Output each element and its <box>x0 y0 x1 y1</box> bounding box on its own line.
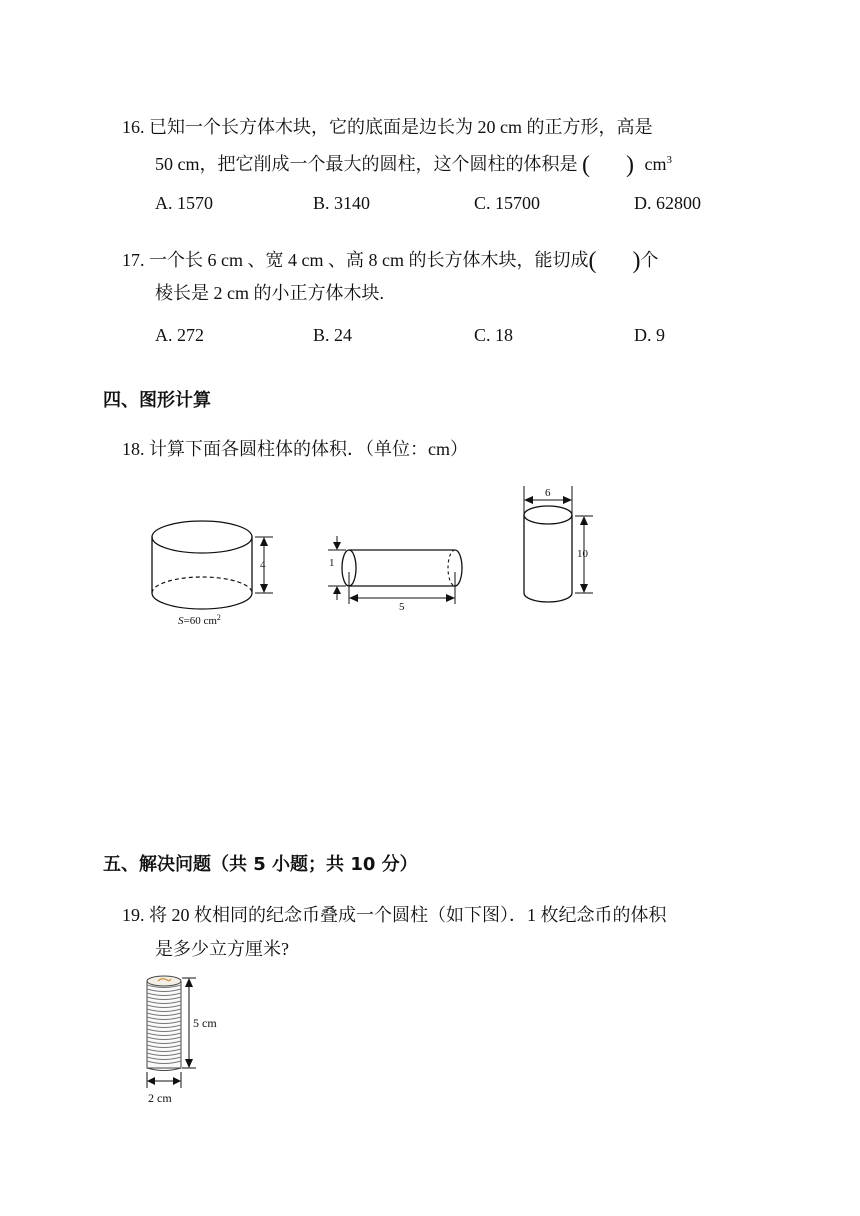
q19-coin-stack-figure <box>140 970 260 1110</box>
q16-option-b[interactable]: B. 3140 <box>313 193 371 213</box>
q18-figure1-cylinder <box>140 510 290 640</box>
q18-text: 18. 计算下面各圆柱体的体积．（单位：cm） <box>122 439 468 459</box>
section5-title: 五、解决问题（共 5 小题；共 10 分） <box>103 854 418 875</box>
q19-line2: 是多少立方厘米? <box>155 939 289 959</box>
q16-unit-exp: 3 <box>666 154 672 166</box>
fig3-height-label: 10 <box>577 548 588 560</box>
q19-height-label: 5 cm <box>193 1016 217 1030</box>
q17-option-a[interactable]: A. 272 <box>155 325 204 345</box>
q17-paren-open: ( <box>588 248 597 274</box>
fig1-height-label: 4 <box>260 559 266 571</box>
fig2-length-label: 5 <box>399 601 405 613</box>
q17-line1-text: 17. 一个长 6 cm 、宽 4 cm 、高 8 cm 的长方体木块，能切成 <box>122 250 589 270</box>
fig3-diameter-label: 6 <box>545 487 551 499</box>
q17-line2: 棱长是 2 cm 的小正方体木块. <box>155 283 384 303</box>
section4-title: 四、图形计算 <box>103 390 211 411</box>
q16-paren-open: ( <box>582 152 590 178</box>
q19-width-label: 2 cm <box>148 1091 172 1105</box>
q17-line1-tail: 个 <box>640 250 659 270</box>
fig1-base-area-label: S=60 $cm^2$ <box>178 613 221 627</box>
q17-paren-close: ) <box>632 248 641 274</box>
q16-option-c[interactable]: C. 15700 <box>474 193 541 213</box>
q16-unit: cm <box>644 154 667 174</box>
q17-option-c[interactable]: C. 18 <box>474 325 514 345</box>
q16-line2 <box>155 147 672 177</box>
q16-paren-close: ) <box>626 152 634 178</box>
q16-line1: 16. 已知一个长方体木块，它的底面是边长为 20 cm 的正方形，高是 <box>122 117 653 137</box>
q17-option-d[interactable]: D. 9 <box>634 325 665 345</box>
q19-line1: 19. 将 20 枚相同的纪念币叠成一个圆柱（如下图）．1 枚纪念币的体积 <box>122 905 667 925</box>
q16-option-d[interactable]: D. 62800 <box>634 193 701 213</box>
q16-option-a[interactable]: A. 1570 <box>155 193 213 213</box>
q17-option-b[interactable]: B. 24 <box>313 325 353 345</box>
q17-line1 <box>122 246 658 273</box>
q18-figure3-cylinder <box>505 482 615 612</box>
fig2-diameter-label: 1 <box>329 557 335 569</box>
q18-figure2-cylinder <box>320 530 470 613</box>
q16-line2-text: 50 cm，把它削成一个最大的圆柱，这个圆柱的体积是 <box>155 154 578 174</box>
